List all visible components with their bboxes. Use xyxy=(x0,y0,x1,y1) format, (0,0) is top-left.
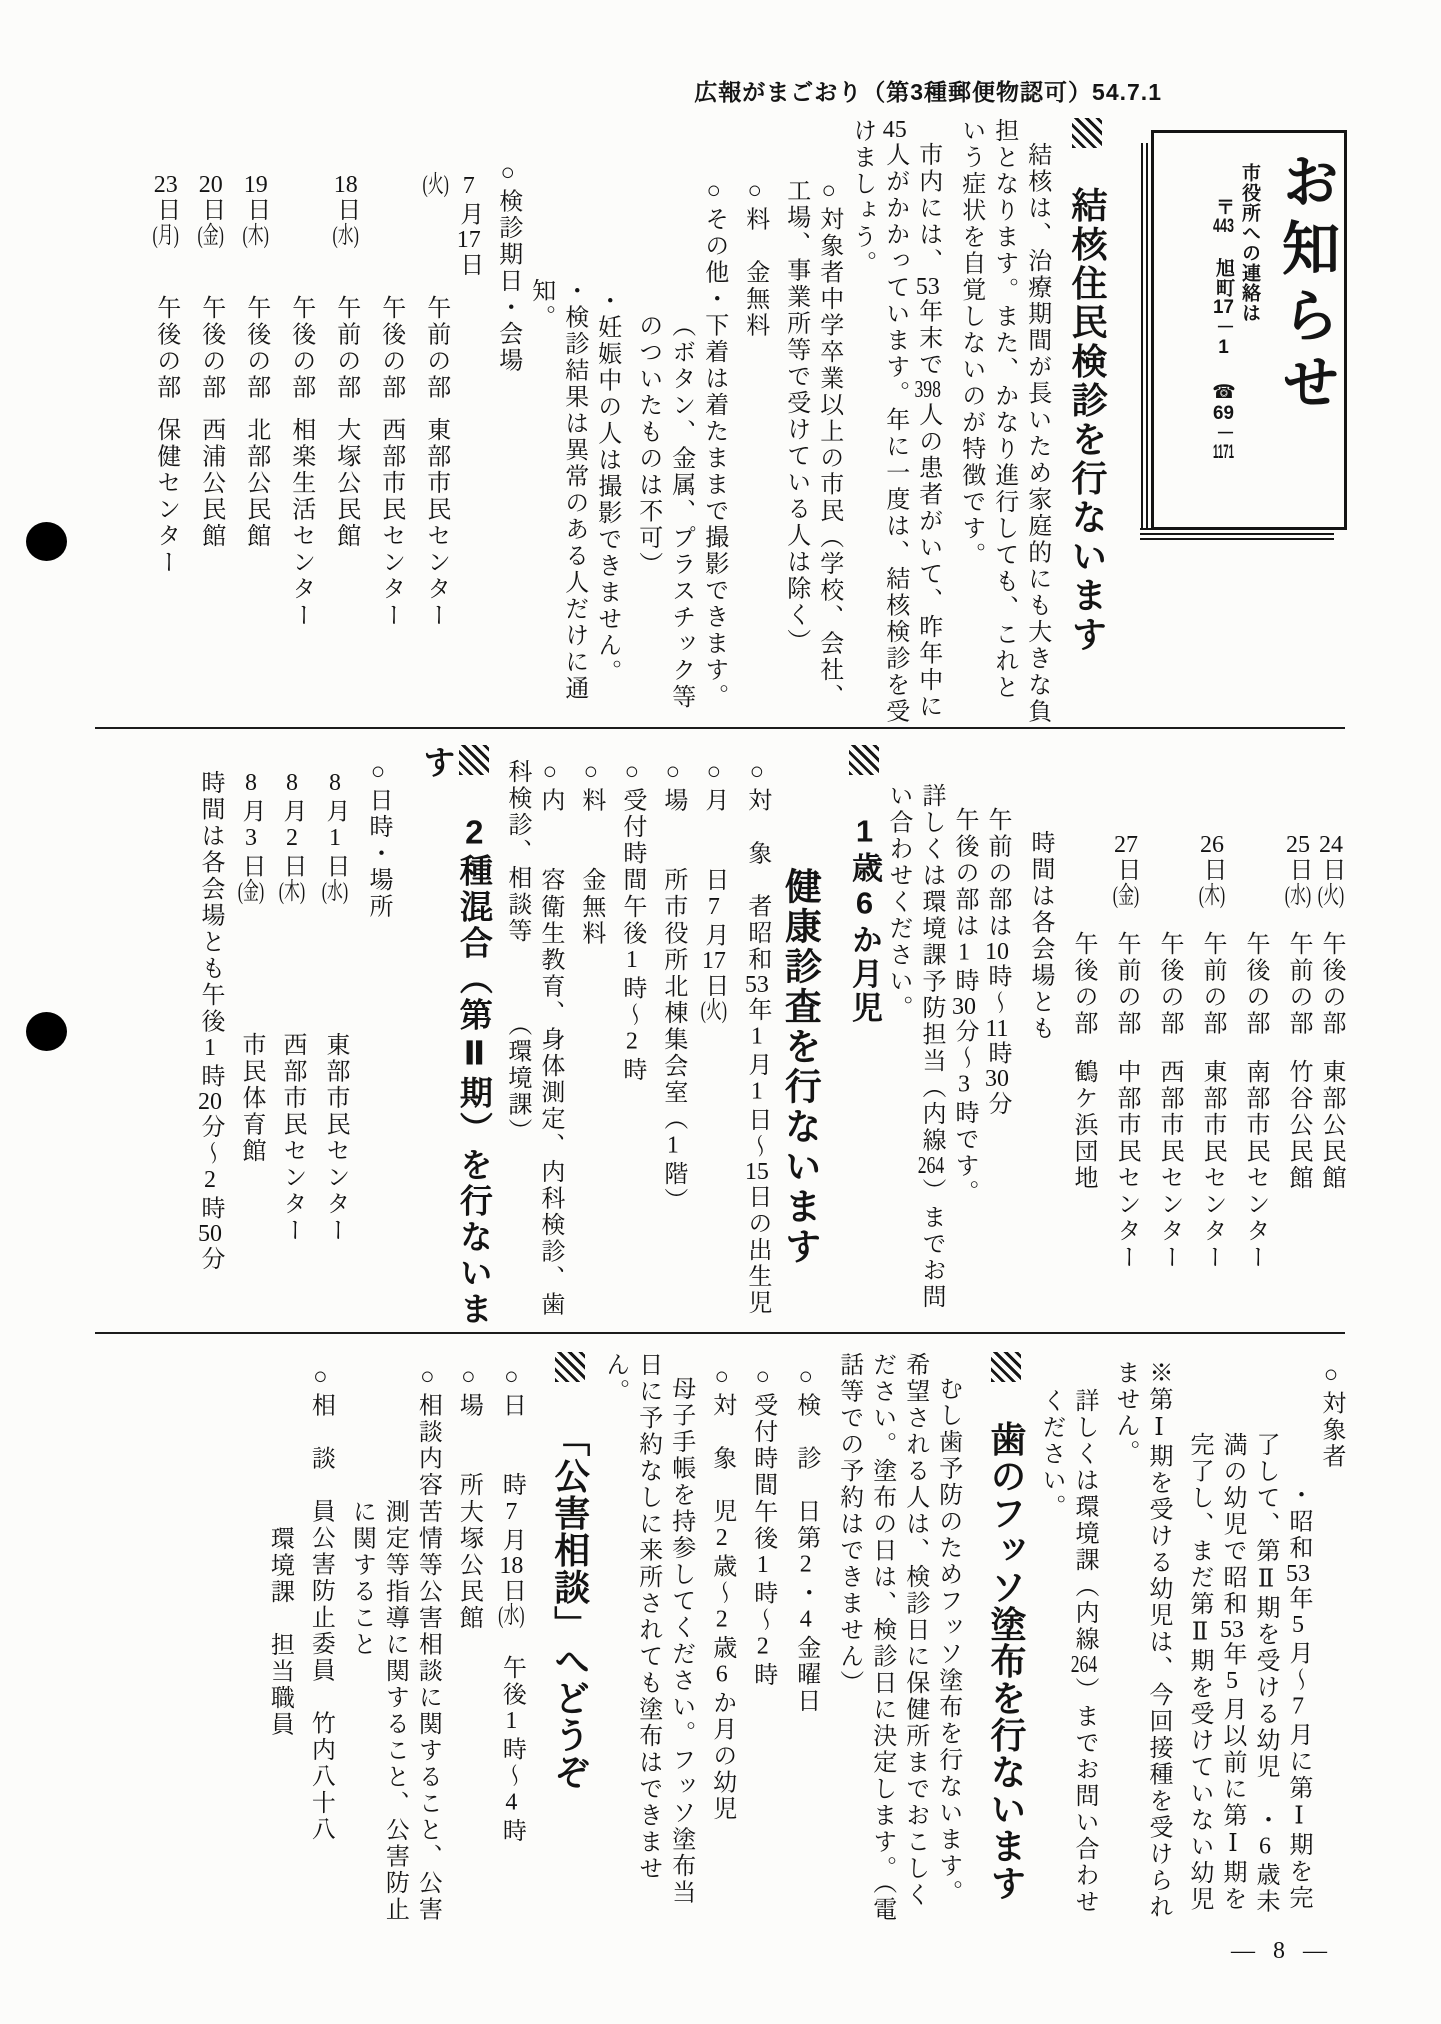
tb-target: ○対象者中学卒業以上の市民（学校、会社、工場、事業所等で受けている人は除く） xyxy=(782,178,842,710)
tb-time-note-3: 午後の部は1時30分〜3時です。 xyxy=(951,807,977,1206)
vaccination-schedule-column: 8月2日(木)西部市民センター xyxy=(278,770,306,1244)
tb-other-item-3: ・検診結果は異常のある人だけに通知。 xyxy=(527,278,587,702)
schedule-column: 27日(金)午前の部中部市民センター xyxy=(1112,833,1140,1271)
band-fluoride-pollution xyxy=(95,1352,1347,1924)
vaccination-target-items: ・昭和53年5月〜7月に第Ⅰ期を完了して、第Ⅱ期を受ける幼児 ・6歳未満の幼児で昭和53年5月以前に第Ⅰ期を完了し、まだ第Ⅱ期を受けていない幼児 xyxy=(1186,1432,1311,1915)
vaccination-note: ※第Ⅰ期を受ける幼児は、今回接種を受けられません。 xyxy=(1112,1360,1171,1921)
schedule-column: 18日(水)午前の部大塚公民館 xyxy=(332,173,359,550)
tb-schedule-label: ○検診期日・会場 xyxy=(494,160,521,374)
vaccination-time-note: 時間は各会場とも午後1時20分〜2時50分 xyxy=(196,770,223,1273)
pollution-item: ○場 所大塚公民館 xyxy=(455,1364,482,1631)
vaccination-datetime-label: ○日時・場所 xyxy=(364,759,391,920)
tb-paragraph-2: 市内には、53年末で398人の患者がいて、昨年中に45人がかかっています。年に一度は、結核検診を受けましょう。 xyxy=(848,118,941,725)
schedule-column: 午後の部相楽生活センター xyxy=(287,295,314,629)
pollution-item: ○相談内容苦情等公害相談に関すること、公害測定等指導に関すること、公害防止に関すること xyxy=(348,1364,441,1923)
checkup-item: ○受付時間午後1時〜2時 xyxy=(618,759,645,1083)
schedule-column: 午後の部南部市民センター xyxy=(1242,931,1268,1271)
fluoride-item: ○検 診 日第2・4金曜日 xyxy=(792,1364,819,1715)
pollution-item: ○日 時7月18日(水) 午後1時〜4時 xyxy=(498,1364,525,1844)
vaccination-inquiry: 詳しくは環境課（内線264）までお問い合わせください。 xyxy=(1038,1388,1098,1916)
tb-fee: ○料 金無料 xyxy=(741,178,768,339)
schedule-column: 20日(金)午後の部西浦公民館 xyxy=(197,173,224,550)
schedule-column: 19日(木)午後の部北部公民館 xyxy=(242,173,269,550)
checkup-section-title: 1歳6か月児 xyxy=(846,745,881,1330)
band-checkup-vaccination xyxy=(95,745,1347,1330)
schedule-column: 午後の部西部市民センター xyxy=(1156,931,1182,1271)
fluoride-item: ○対 象 児2歳〜2歳6か月の幼児 xyxy=(708,1364,735,1823)
checkup-item: ○月 日7月17日(火) xyxy=(700,759,728,1023)
tb-time-note-2: 午前の部は10時〜11時30分 xyxy=(984,807,1010,1118)
section-divider-2 xyxy=(95,1332,1345,1334)
schedule-column: 午後の部鶴ケ浜団地 xyxy=(1070,931,1096,1192)
hatch-icon xyxy=(555,1352,585,1382)
vaccination-section-title: 2種混合（第Ⅱ期）を行ないます xyxy=(418,745,493,1328)
vaccination-schedule-column: 8月3日(金)市民体育館 xyxy=(237,770,265,1165)
vaccination-schedule-column: 8月1日(水)東部市民センター xyxy=(321,770,349,1244)
band-tb-screening xyxy=(95,118,1347,725)
checkup-item: ○内 容衛生教育、身体測定、内科検診、歯科検診、相談等 （環境課） xyxy=(503,759,563,1318)
oshirase-masthead xyxy=(1151,130,1347,530)
fluoride-section-title: 歯のフッソ塗布を行ないます xyxy=(986,1352,1026,1924)
hatch-icon xyxy=(1072,118,1102,148)
masthead-title: お知らせ xyxy=(1273,151,1338,419)
checkup-item: ○場 所市役所北棟集会室（1階） xyxy=(659,759,686,1214)
fluoride-note: 母子手帳を持参してください。フッソ塗布当日に予約なしに来所されても塗布はできません。 xyxy=(601,1352,694,1906)
pollution-item: ○相 談 員公害防止委員 竹内八十八 xyxy=(307,1364,334,1843)
tb-other: ○その他・下着は着たままで撮影できます。（ボタン、金属、プラスチック等のついたものは不可） xyxy=(634,178,727,711)
tb-paragraph-1: 結核は、治療期間が長いため家庭的にも大きな負担となります。また、かなり進行しても、これという症状を自覚しないのが特徴です。 xyxy=(957,118,1050,725)
publication-header: 広報がまごおり（第3種郵便物認可）54.7.1 xyxy=(694,79,1162,105)
checkup-section-title-2: 健康診査を行ないます xyxy=(779,867,821,1267)
fluoride-item: ○受付時間午後1時〜2時 xyxy=(749,1364,776,1688)
tb-other-item-2: ・妊娠中の人は撮影できません。 xyxy=(593,288,620,686)
vaccination-target-label: ○対象者 xyxy=(1318,1362,1344,1470)
masthead-contact: 市役所への連絡は xyxy=(1239,163,1260,323)
schedule-column: 23日(月)午後の部保健センター xyxy=(152,173,179,576)
tb-inquiry: 詳しくは環境課予防担当（内線264）までお問い合わせください。 xyxy=(885,783,945,1311)
schedule-column: 24日(火)午後の部東部公民館 xyxy=(1317,833,1345,1192)
schedule-column: 午後の部西部市民センター xyxy=(377,295,404,629)
binding-mark-top xyxy=(26,522,67,561)
page-number: ― 8 ― xyxy=(1231,1938,1333,1964)
checkup-item: ○料 金無料 xyxy=(577,759,604,947)
hatch-icon xyxy=(991,1352,1021,1382)
schedule-column: 25日(水)午前の部竹谷公民館 xyxy=(1284,833,1312,1192)
checkup-item: ○対 象 者昭和53年1月1日〜15日の出生児 xyxy=(743,759,770,1317)
section-divider-1 xyxy=(95,727,1345,729)
hatch-icon xyxy=(459,745,489,775)
masthead-address: 〒443 旭町17－1 ☎69－1171 xyxy=(1213,197,1234,462)
tb-time-note-1: 時間は各会場とも xyxy=(1027,830,1053,1042)
pollution-staff-2: 環境課 担当職員 xyxy=(266,1526,293,1738)
tb-section-title: 結核住民検診を行ないます xyxy=(1067,118,1107,725)
schedule-column: 7月17日(火)午前の部東部市民センター xyxy=(422,173,482,629)
hatch-icon xyxy=(849,745,879,775)
schedule-column: 26日(木)午前の部東部市民センター xyxy=(1198,833,1226,1271)
binding-mark-bottom xyxy=(26,1012,67,1051)
pollution-section-title: 「公害相談」へどうぞ xyxy=(549,1352,589,1924)
fluoride-intro: むし歯予防のためフッソ塗布を行ないます。希望される人は、検診日に保健所までおこしください。塗布の日は、検診日に決定します。（電話等での予約はできません） xyxy=(835,1352,961,1923)
